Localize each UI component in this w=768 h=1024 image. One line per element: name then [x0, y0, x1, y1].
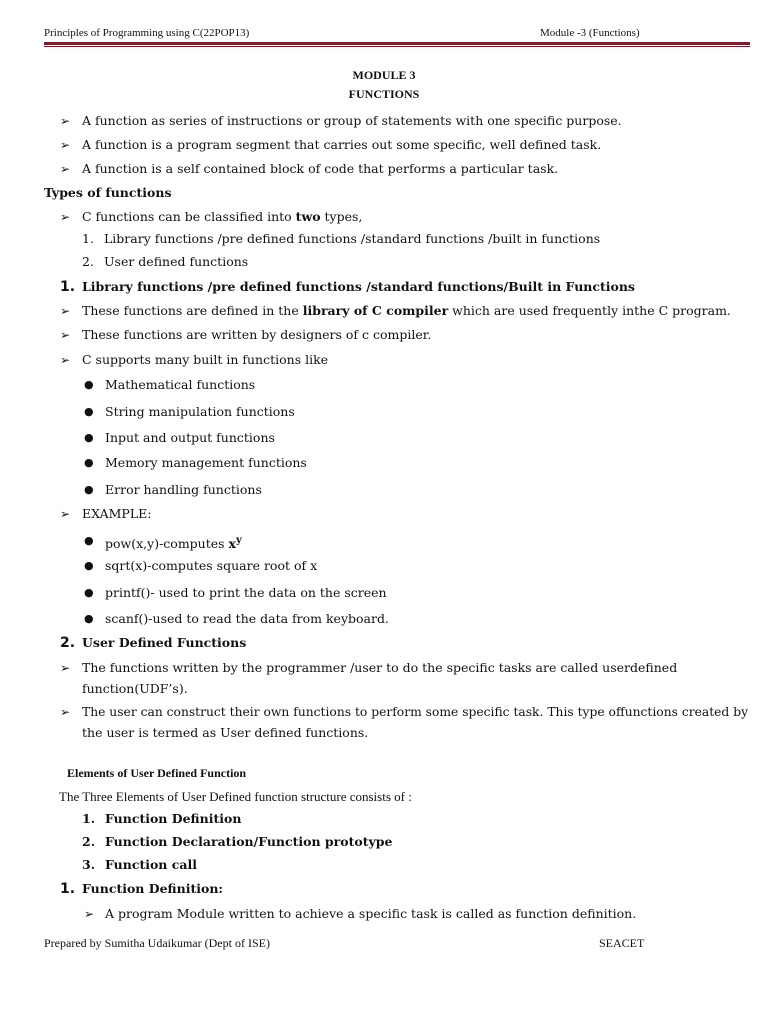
header-rule-thin	[44, 46, 750, 47]
elements-item: Function Declaration/Function prototype	[105, 834, 393, 849]
udf-paragraph-cont: function(UDF’s).	[82, 681, 188, 696]
list-number: 2.	[82, 834, 96, 849]
arrow-bullet-icon: ➢	[60, 162, 71, 176]
kind-item: String manipulation functions	[105, 404, 295, 419]
bullet-dot-icon: ●	[84, 483, 94, 496]
list-number: 1.	[82, 811, 96, 826]
arrow-bullet-icon: ➢	[60, 705, 71, 719]
example-label: EXAMPLE:	[82, 506, 152, 521]
list-number: 1.	[82, 231, 94, 246]
arrow-bullet-icon: ➢	[60, 507, 71, 521]
intro-item: A function is a self contained block of code that performs a particular task.	[82, 161, 559, 176]
section-number: 1.	[60, 881, 76, 897]
udf-paragraph-cont: the user is termed as User defined functions.	[82, 725, 369, 740]
section-heading-udf: User Defined Functions	[82, 635, 247, 650]
intro-item: A function is a program segment that carries out some specific, well defined task.	[82, 137, 602, 152]
elements-item: Function call	[105, 857, 197, 872]
arrow-bullet-icon: ➢	[60, 328, 71, 342]
bullet-dot-icon: ●	[84, 431, 94, 444]
section-heading-elements: Elements of User Defined Function	[67, 766, 247, 780]
bullet-dot-icon: ●	[84, 405, 94, 418]
elements-intro: The Three Elements of User Defined function structure consists of :	[59, 789, 412, 804]
bullet-dot-icon: ●	[84, 586, 94, 599]
section-number: 1.	[60, 279, 76, 295]
header-module: Module -3 (Functions)	[540, 27, 640, 39]
section-heading-library: Library functions /pre defined functions /standard functions/Built in Functions	[82, 279, 635, 294]
header-rule	[44, 42, 750, 45]
library-defined: These functions are defined in the library of C compiler which are used frequently inthe C program.	[82, 303, 731, 318]
arrow-bullet-icon: ➢	[60, 114, 71, 128]
example-item: scanf()-used to read the data from keyboard.	[105, 611, 389, 626]
section-number: 2.	[60, 635, 76, 651]
types-list-item: User defined functions	[104, 254, 249, 269]
arrow-bullet-icon: ➢	[84, 907, 95, 921]
bullet-dot-icon: ●	[84, 378, 94, 391]
header-course: Principles of Programming using C(22POP13)	[44, 27, 250, 39]
list-number: 3.	[82, 857, 96, 872]
section-heading-definition: Function Definition:	[82, 881, 224, 896]
udf-paragraph: The functions written by the programmer /user to do the specific tasks are called userdefined	[82, 660, 678, 675]
library-written: These functions are written by designers of c compiler.	[82, 327, 432, 342]
page-subtitle: FUNCTIONS	[348, 87, 420, 101]
arrow-bullet-icon: ➢	[60, 138, 71, 152]
kind-item: Memory management functions	[105, 455, 307, 470]
example-item: pow(x,y)-computes $x^y$	[105, 535, 242, 552]
bullet-dot-icon: ●	[84, 559, 94, 572]
arrow-bullet-icon: ➢	[60, 304, 71, 318]
footer-author: Prepared by Sumitha Udaikumar (Dept of ISE)	[44, 936, 270, 950]
kind-item: Error handling functions	[105, 482, 262, 497]
footer-institution: SEACET	[599, 936, 645, 950]
udf-paragraph: The user can construct their own functions to perform some specific task. This type offunctions created by	[82, 705, 749, 719]
kind-item: Input and output functions	[105, 430, 275, 445]
arrow-bullet-icon: ➢	[60, 210, 71, 224]
arrow-bullet-icon: ➢	[60, 661, 71, 675]
elements-item: Function Definition	[105, 811, 242, 826]
kind-item: Mathematical functions	[105, 377, 256, 392]
list-number: 2.	[82, 254, 94, 269]
types-list-item: Library functions /pre defined functions /standard functions /built in functions	[104, 231, 601, 246]
library-supports: C supports many built in functions like	[82, 352, 329, 367]
bullet-dot-icon: ●	[84, 612, 94, 625]
example-item: sqrt(x)-computes square root of x	[105, 558, 318, 573]
page-title: MODULE 3	[352, 68, 416, 82]
types-classify: C functions can be classified into two types,	[82, 209, 363, 224]
section-heading-types: Types of functions	[44, 185, 172, 200]
definition-bullet: A program Module written to achieve a specific task is called as function definition.	[105, 906, 637, 921]
bullet-dot-icon: ●	[84, 534, 94, 547]
example-item: printf()- used to print the data on the screen	[105, 585, 387, 600]
bullet-dot-icon: ●	[84, 456, 94, 469]
arrow-bullet-icon: ➢	[60, 353, 71, 367]
intro-item: A function as series of instructions or group of statements with one specific purpose.	[82, 113, 622, 128]
